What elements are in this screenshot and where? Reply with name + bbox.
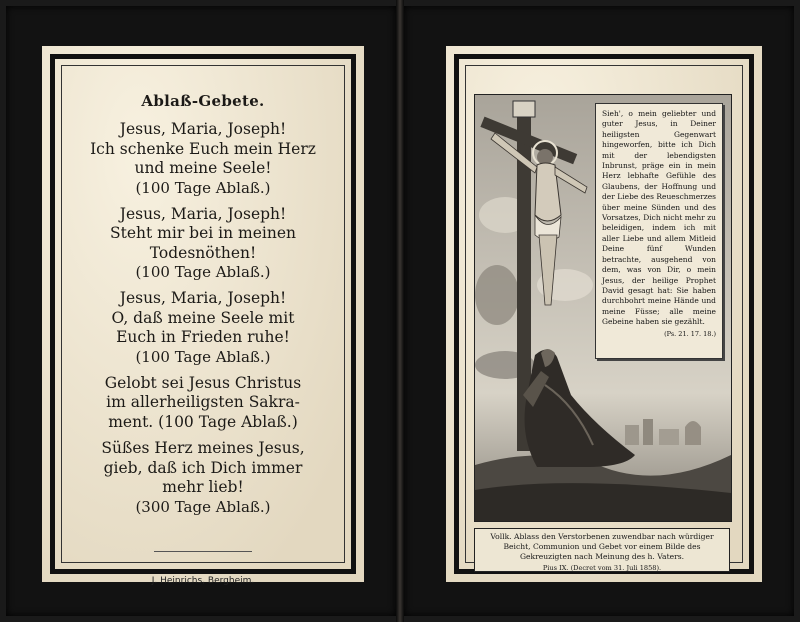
indulgence-note: (100 Tage Ablaß.): [135, 178, 271, 197]
caption-reference: Pius IX. (Decret vom 31. Juli 1858).: [542, 563, 662, 572]
caption-text: Vollk. Ablass den Verstorbenen zuwendbar nach würdiger Beicht, Communion und Gebet vor einem Bilde des Gekreuzigten nach Meinung des h. Vaters.: [490, 532, 714, 562]
card-fold: [396, 0, 404, 622]
verse-text: Sieh', o mein geliebter und guter Jesus, in Deiner heiligsten Gegenwart hingeworfen, bitte ich Dich mit der lebendigsten Inbrunst, präge ein in mein Herz lebhafte Gefühle des Glaubens, der Hoffnung und der Liebe des Reueschmerzes über meine Sünden und des Vorsatzes, Dich nicht mehr zu beleidigen, indem ich mit aller Liebe und allem Mitleid Deine fünf Wunden betrachte, ausgehend von dem, was von Dir, o mein Jesus, der heilige Prophet David gesagt hat: Sie haben durchbohrt meine Hände und meine Füsse; alle meine Gebeine haben sie gezählt.: [602, 109, 716, 327]
indulgence-note: (300 Tage Ablaß.): [135, 497, 271, 516]
prayer-stanza: [68, 374, 338, 433]
prayer-line: Ich schenke Euch mein Herz: [90, 139, 316, 158]
prayer-stanza: [68, 439, 338, 517]
prayer-stanza: [68, 205, 338, 283]
prayer-line: Jesus, Maria, Joseph!: [119, 120, 287, 138]
prayer-line: Euch in Frieden ruhe!: [116, 328, 290, 346]
prayer-line: ment. (100 Tage Ablaß.): [108, 412, 298, 431]
verse-panel: [595, 103, 723, 359]
prayer-line: mehr lieb!: [162, 478, 244, 496]
right-card: [446, 46, 762, 582]
prayer-line: Süßes Herz meines Jesus,: [101, 439, 305, 457]
prayer-line: Todesnöthen!: [149, 243, 257, 262]
divider-rule: [154, 551, 252, 552]
prayer-line: gieb, daß ich Dich immer: [103, 458, 303, 477]
verse-reference: (Ps. 21. 17. 18.): [664, 329, 716, 338]
indulgence-note: (100 Tage Ablaß.): [135, 263, 271, 281]
prayer-line: und meine Seele!: [134, 159, 272, 177]
prayer-stanza: [68, 289, 338, 367]
prayer-line: O, daß meine Seele mit: [111, 308, 295, 327]
left-card: [42, 46, 364, 586]
crucifixion-image: [474, 94, 732, 522]
indulgence-note: (100 Tage Ablaß.): [135, 347, 271, 366]
printer-imprint: J. Heinrichs, Bergheim.: [151, 576, 255, 586]
prayer-line: Jesus, Maria, Joseph!: [119, 204, 287, 223]
prayer-line: im allerheiligsten Sakra-: [106, 393, 300, 411]
prayer-line: Steht mir bei in meinen: [110, 224, 296, 242]
prayer-line: Jesus, Maria, Joseph!: [119, 289, 287, 307]
prayers-title: Ablaß-Gebete.: [141, 92, 265, 110]
prayer-line: Gelobt sei Jesus Christus: [104, 373, 302, 392]
prayer-stanza: [68, 120, 338, 198]
indulgence-prayers: [68, 92, 338, 524]
indulgence-caption: [474, 528, 730, 572]
